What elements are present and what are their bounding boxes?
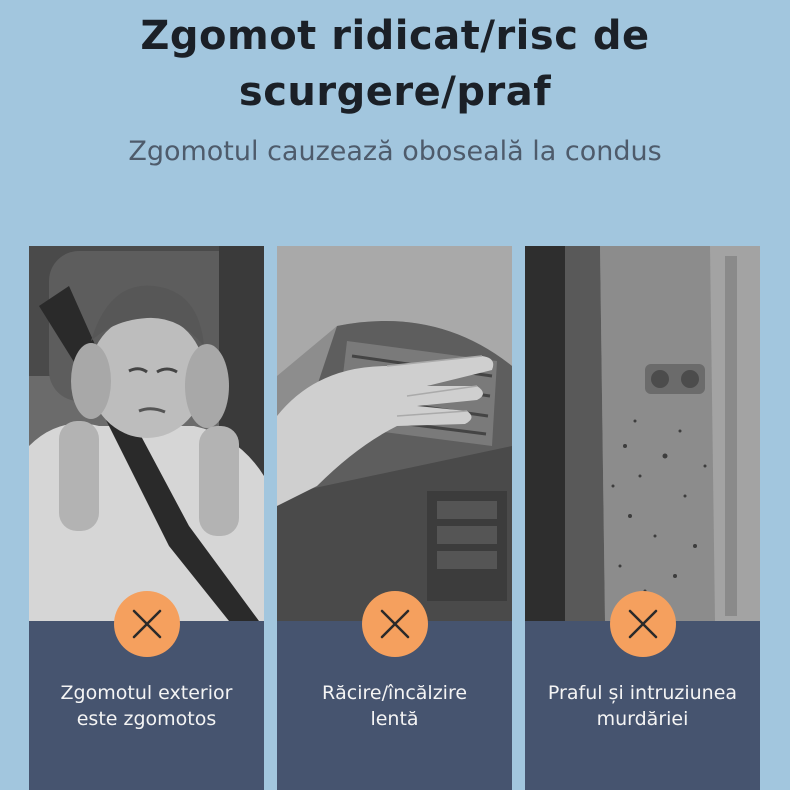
caption-line-1: Răcire/încălzire xyxy=(321,682,468,704)
caption-line-2: lentă xyxy=(370,708,419,730)
x-mark-badge xyxy=(114,591,180,657)
x-mark-badge xyxy=(362,591,428,657)
x-mark-badge xyxy=(610,591,676,657)
hand-on-air-vent-photo xyxy=(277,246,512,621)
caption-line-2: este zgomotos xyxy=(76,708,217,730)
panel-caption xyxy=(277,680,512,732)
x-mark-icon xyxy=(114,591,180,657)
caption-line-1: Zgomotul exterior xyxy=(60,682,233,704)
panel-dust-intrusion xyxy=(525,246,760,790)
page-subtitle: Zgomotul cauzează oboseală la condus xyxy=(128,136,662,167)
page-title xyxy=(0,8,790,120)
x-mark-icon xyxy=(362,591,428,657)
child-covering-ears-photo xyxy=(29,246,264,621)
page-title-line-1: Zgomot ridicat/risc de xyxy=(140,13,650,59)
caption-line-2: murdăriei xyxy=(596,708,689,730)
caption-line-1: Praful și intruziunea xyxy=(547,682,738,704)
panel-caption xyxy=(29,680,264,732)
panel-slow-cooling-heating xyxy=(277,246,512,790)
page-title-line-2: scurgere/praf xyxy=(238,69,552,115)
panel-caption xyxy=(525,680,760,732)
x-mark-icon xyxy=(610,591,676,657)
dusty-door-frame-photo xyxy=(525,246,760,621)
panel-exterior-noise xyxy=(29,246,264,790)
